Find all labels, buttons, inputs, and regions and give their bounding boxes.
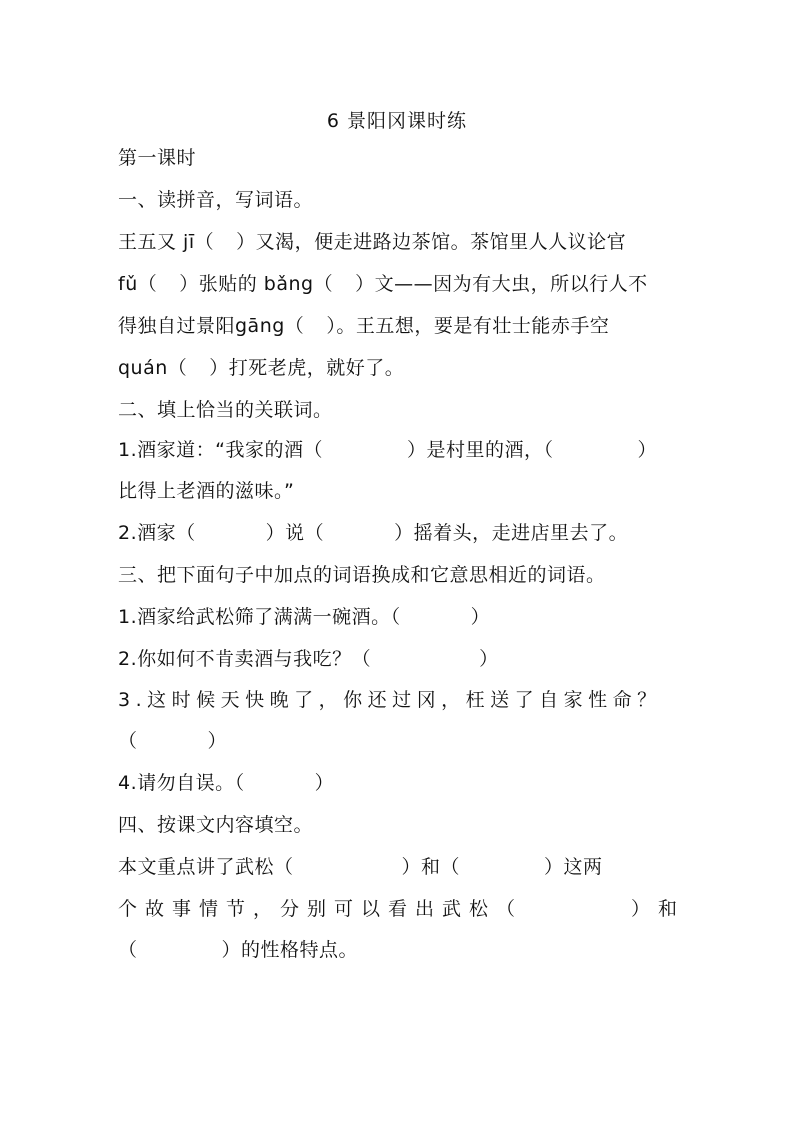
section-3-heading: 三、把下面句子中加点的词语换成和它意思相近的词语。 <box>118 564 606 586</box>
section-4-heading: 四、按课文内容填空。 <box>118 814 314 836</box>
section-1-line-3: 得独自过景阳gāng（ ）。王五想，要是有壮士能赤手空 <box>118 315 610 337</box>
section-3-question-2: 2.你如何不肯卖酒与我吃？（ ） <box>118 648 499 670</box>
section-3-question-3: 3.这时候天快晚了，你还过冈，枉送了自家性命？ <box>118 689 662 711</box>
section-3-question-4: 4.请勿自误。（ ） <box>118 772 335 794</box>
section-2-question-1: 1.酒家道：“我家的酒（ ）是村里的酒，（ ） <box>118 439 658 461</box>
page-title: 6 景阳冈课时练 <box>326 110 468 132</box>
section-2-heading: 二、填上恰当的关联词。 <box>118 399 333 421</box>
section-3-question-3-answer: （ ） <box>118 730 228 752</box>
section-4-line-1: 本文重点讲了武松（ ）和（ ）这两 <box>118 856 603 878</box>
section-1-line-2: fǔ（ ）张贴的 bǎng（ ）文——因为有大虫，所以行人不 <box>118 273 648 295</box>
section-2-question-1-cont: 比得上老酒的滋味。” <box>118 480 295 502</box>
section-1-heading: 一、读拼音，写词语。 <box>118 189 314 211</box>
section-1-line-4: quán（ ）打死老虎，就好了。 <box>118 357 405 379</box>
section-4-line-3: （ ）的性格特点。 <box>118 939 359 961</box>
section-2-question-2: 2.酒家（ ）说（ ）摇着头，走进店里去了。 <box>118 522 629 544</box>
section-1-line-1: 王五又 jī（ ）又渴，便走进路边茶馆。茶馆里人人议论官 <box>118 231 627 253</box>
section-3-question-1: 1.酒家给武松筛了满满一碗酒。（ ） <box>118 606 491 628</box>
section-4-line-2: 个故事情节，分别可以看出武松（ ）和 <box>118 898 686 920</box>
lesson-label: 第一课时 <box>118 147 197 169</box>
